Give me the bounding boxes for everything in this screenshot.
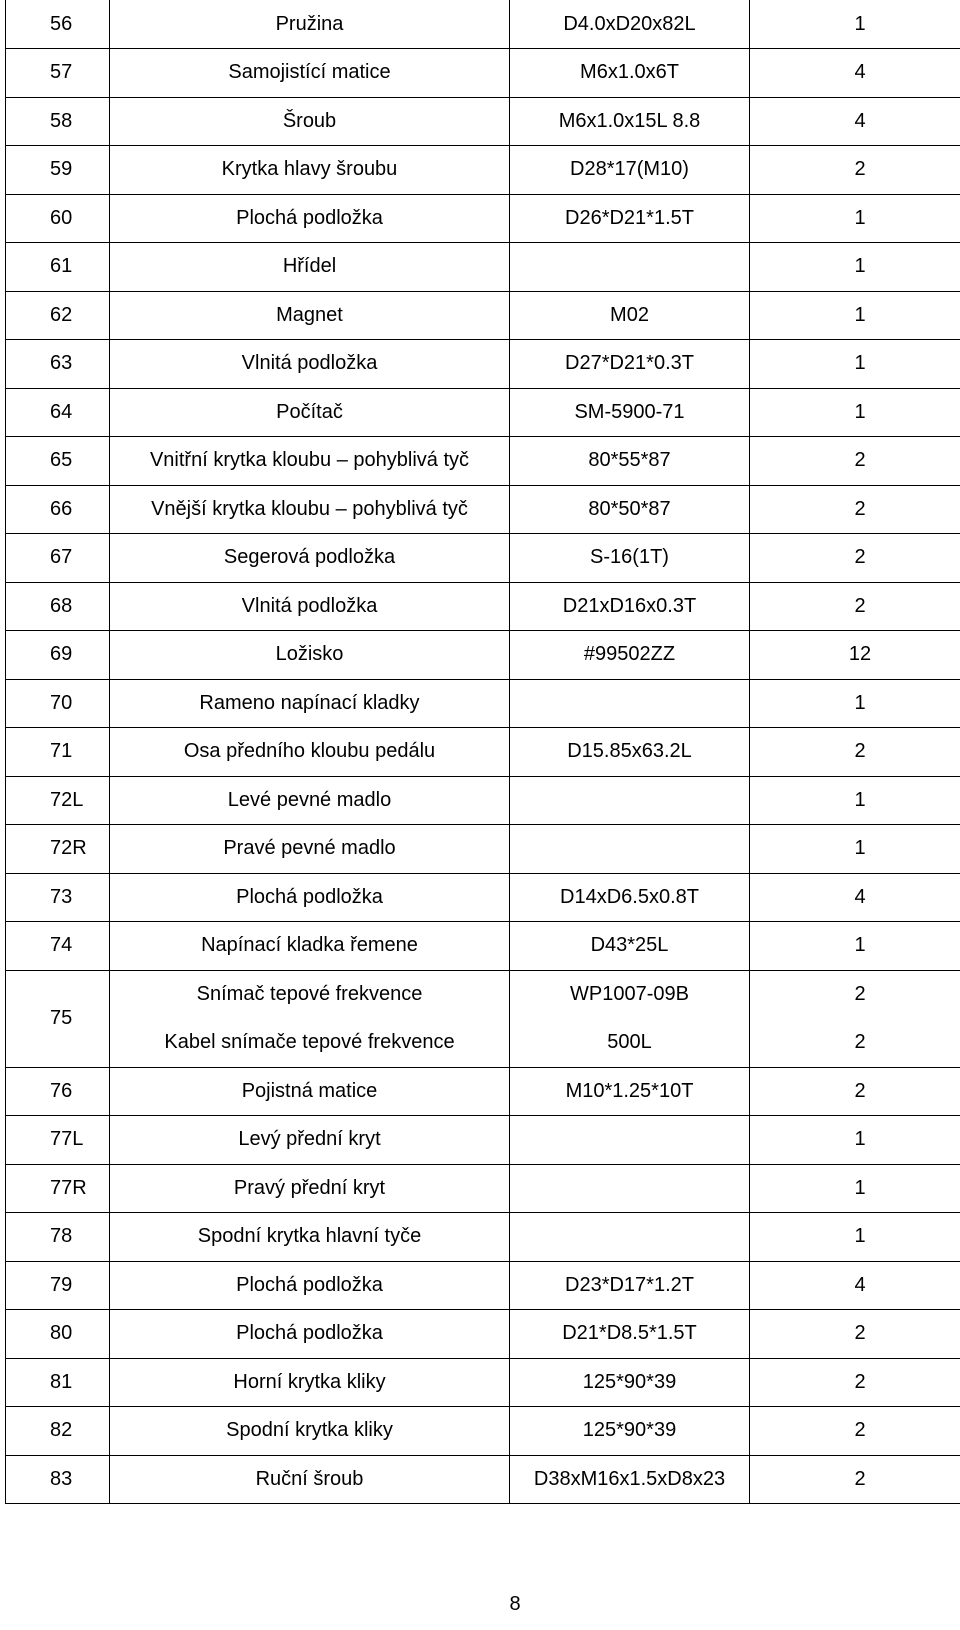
- table-row: [6, 1407, 960, 1456]
- part-qty-cell: 2: [750, 534, 960, 583]
- part-qty-cell: 4: [750, 1261, 960, 1310]
- part-qty-cell: 12: [750, 631, 960, 680]
- part-name-cell: Ruční šroub: [110, 1455, 510, 1504]
- table-row: [6, 776, 960, 825]
- part-name-cell: Levé pevné madlo: [110, 776, 510, 825]
- part-spec-cell: M6x1.0x6T: [510, 49, 750, 98]
- table-row: [6, 437, 960, 486]
- part-spec-cell: #99502ZZ: [510, 631, 750, 680]
- table-row: [6, 1213, 960, 1262]
- part-spec-cell: D23*D17*1.2T: [510, 1261, 750, 1310]
- table-row: [6, 485, 960, 534]
- part-qty-cell: 1: [750, 825, 960, 874]
- part-number-cell: 67: [6, 534, 110, 583]
- part-spec-cell: 80*50*87: [510, 485, 750, 534]
- part-qty-cell: 1: [750, 679, 960, 728]
- part-qty-cell: 2: [750, 485, 960, 534]
- part-number-cell: 63: [6, 340, 110, 389]
- part-spec-cell: 80*55*87: [510, 437, 750, 486]
- part-qty-cell: 2: [750, 1455, 960, 1504]
- part-number-cell: 64: [6, 388, 110, 437]
- part-number-cell: 81: [6, 1358, 110, 1407]
- part-qty-cell: 1: [750, 1116, 960, 1165]
- table-row: [6, 631, 960, 680]
- part-number-cell: 80: [6, 1310, 110, 1359]
- part-qty-cell: 1: [750, 1164, 960, 1213]
- table-row: [6, 146, 960, 195]
- part-spec-cell: D15.85x63.2L: [510, 728, 750, 777]
- part-spec-cell: [510, 1164, 750, 1213]
- part-name-cell: Osa předního kloubu pedálu: [110, 728, 510, 777]
- part-name-cell: Vlnitá podložka: [110, 340, 510, 389]
- part-name-cell: Vnitřní krytka kloubu – pohyblivá tyč: [110, 437, 510, 486]
- table-row: [6, 582, 960, 631]
- part-name-cell: Pravé pevné madlo: [110, 825, 510, 874]
- part-spec-cell: SM-5900-71: [510, 388, 750, 437]
- part-qty-cell: 4: [750, 873, 960, 922]
- part-qty-cell: 1: [750, 291, 960, 340]
- part-name-cell: Vnější krytka kloubu – pohyblivá tyč: [110, 485, 510, 534]
- part-qty-cell: 1: [750, 194, 960, 243]
- table-row: [6, 679, 960, 728]
- part-qty-cell: 1: [750, 388, 960, 437]
- part-name-cell: Počítač: [110, 388, 510, 437]
- part-spec-cell: D21*D8.5*1.5T: [510, 1310, 750, 1359]
- part-name-cell: Samojistící matice: [110, 49, 510, 98]
- table-row: [6, 1019, 960, 1068]
- part-number-cell: 75: [6, 970, 110, 1067]
- part-qty-cell: 4: [750, 97, 960, 146]
- part-spec-cell: M02: [510, 291, 750, 340]
- table-row: [6, 388, 960, 437]
- part-qty-cell: 1: [750, 1213, 960, 1262]
- table-row: [6, 970, 960, 1019]
- part-number-cell: 83: [6, 1455, 110, 1504]
- part-qty-cell: 2: [750, 1358, 960, 1407]
- part-qty-cell: 2: [750, 437, 960, 486]
- part-number-cell: 79: [6, 1261, 110, 1310]
- part-number-cell: 61: [6, 243, 110, 292]
- part-name-cell: Rameno napínací kladky: [110, 679, 510, 728]
- table-row: [6, 922, 960, 971]
- part-spec-cell: 125*90*39: [510, 1407, 750, 1456]
- part-name-cell: Ložisko: [110, 631, 510, 680]
- part-number-cell: 72R: [6, 825, 110, 874]
- table-row: [6, 1067, 960, 1116]
- table-row: [6, 243, 960, 292]
- parts-table-body: [6, 0, 960, 1504]
- part-number-cell: 66: [6, 485, 110, 534]
- part-qty-cell: 2: [750, 970, 960, 1019]
- part-name-cell: Magnet: [110, 291, 510, 340]
- part-name-cell: Napínací kladka řemene: [110, 922, 510, 971]
- part-name-cell: Pojistná matice: [110, 1067, 510, 1116]
- table-row: [6, 49, 960, 98]
- part-number-cell: 77L: [6, 1116, 110, 1165]
- table-row: [6, 194, 960, 243]
- part-number-cell: 82: [6, 1407, 110, 1456]
- part-qty-cell: 1: [750, 340, 960, 389]
- part-name-cell: Spodní krytka kliky: [110, 1407, 510, 1456]
- part-spec-cell: [510, 825, 750, 874]
- part-number-cell: 59: [6, 146, 110, 195]
- parts-table: [5, 0, 960, 1504]
- part-name-cell: Plochá podložka: [110, 1310, 510, 1359]
- part-spec-cell: D14xD6.5x0.8T: [510, 873, 750, 922]
- part-number-cell: 72L: [6, 776, 110, 825]
- part-spec-cell: 500L: [510, 1019, 750, 1068]
- part-name-cell: Hřídel: [110, 243, 510, 292]
- part-name-cell: Plochá podložka: [110, 1261, 510, 1310]
- part-number-cell: 70: [6, 679, 110, 728]
- table-row: [6, 1310, 960, 1359]
- part-spec-cell: [510, 243, 750, 292]
- part-qty-cell: 1: [750, 243, 960, 292]
- part-name-cell: Kabel snímače tepové frekvence: [110, 1019, 510, 1068]
- table-row: [6, 1455, 960, 1504]
- part-number-cell: 68: [6, 582, 110, 631]
- part-name-cell: Pravý přední kryt: [110, 1164, 510, 1213]
- table-row: [6, 1358, 960, 1407]
- part-qty-cell: 2: [750, 582, 960, 631]
- part-qty-cell: 2: [750, 1310, 960, 1359]
- part-name-cell: Plochá podložka: [110, 873, 510, 922]
- part-name-cell: Pružina: [110, 0, 510, 49]
- part-name-cell: Vlnitá podložka: [110, 582, 510, 631]
- part-spec-cell: D4.0xD20x82L: [510, 0, 750, 49]
- part-name-cell: Šroub: [110, 97, 510, 146]
- part-number-cell: 56: [6, 0, 110, 49]
- part-name-cell: Horní krytka kliky: [110, 1358, 510, 1407]
- part-spec-cell: [510, 776, 750, 825]
- part-number-cell: 73: [6, 873, 110, 922]
- part-qty-cell: 2: [750, 728, 960, 777]
- part-spec-cell: D21xD16x0.3T: [510, 582, 750, 631]
- part-number-cell: 57: [6, 49, 110, 98]
- part-spec-cell: D27*D21*0.3T: [510, 340, 750, 389]
- part-name-cell: Krytka hlavy šroubu: [110, 146, 510, 195]
- part-qty-cell: 2: [750, 1019, 960, 1068]
- part-spec-cell: D43*25L: [510, 922, 750, 971]
- part-qty-cell: 2: [750, 146, 960, 195]
- table-row: [6, 1261, 960, 1310]
- part-number-cell: 58: [6, 97, 110, 146]
- page-number: 8: [509, 1593, 521, 1615]
- part-name-cell: Plochá podložka: [110, 194, 510, 243]
- part-spec-cell: M6x1.0x15L 8.8: [510, 97, 750, 146]
- table-row: [6, 97, 960, 146]
- part-number-cell: 60: [6, 194, 110, 243]
- table-row: [6, 534, 960, 583]
- part-number-cell: 74: [6, 922, 110, 971]
- part-spec-cell: [510, 1213, 750, 1262]
- part-name-cell: Spodní krytka hlavní tyče: [110, 1213, 510, 1262]
- part-spec-cell: D26*D21*1.5T: [510, 194, 750, 243]
- part-number-cell: 62: [6, 291, 110, 340]
- part-spec-cell: WP1007-09B: [510, 970, 750, 1019]
- table-row: [6, 873, 960, 922]
- part-name-cell: Levý přední kryt: [110, 1116, 510, 1165]
- part-qty-cell: 2: [750, 1067, 960, 1116]
- part-number-cell: 77R: [6, 1164, 110, 1213]
- part-number-cell: 65: [6, 437, 110, 486]
- table-row: [6, 0, 960, 49]
- part-name-cell: Snímač tepové frekvence: [110, 970, 510, 1019]
- part-spec-cell: [510, 1116, 750, 1165]
- part-spec-cell: D38xM16x1.5xD8x23: [510, 1455, 750, 1504]
- part-number-cell: 78: [6, 1213, 110, 1262]
- table-row: [6, 340, 960, 389]
- part-number-cell: 76: [6, 1067, 110, 1116]
- part-qty-cell: 1: [750, 776, 960, 825]
- part-spec-cell: S-16(1T): [510, 534, 750, 583]
- table-row: [6, 1164, 960, 1213]
- part-number-cell: 69: [6, 631, 110, 680]
- part-name-cell: Segerová podložka: [110, 534, 510, 583]
- part-qty-cell: 2: [750, 1407, 960, 1456]
- table-row: [6, 825, 960, 874]
- part-qty-cell: 1: [750, 922, 960, 971]
- part-number-cell: 71: [6, 728, 110, 777]
- table-row: [6, 291, 960, 340]
- part-spec-cell: D28*17(M10): [510, 146, 750, 195]
- table-row: [6, 728, 960, 777]
- part-spec-cell: M10*1.25*10T: [510, 1067, 750, 1116]
- part-spec-cell: 125*90*39: [510, 1358, 750, 1407]
- part-qty-cell: 4: [750, 49, 960, 98]
- part-qty-cell: 1: [750, 0, 960, 49]
- table-row: [6, 1116, 960, 1165]
- part-spec-cell: [510, 679, 750, 728]
